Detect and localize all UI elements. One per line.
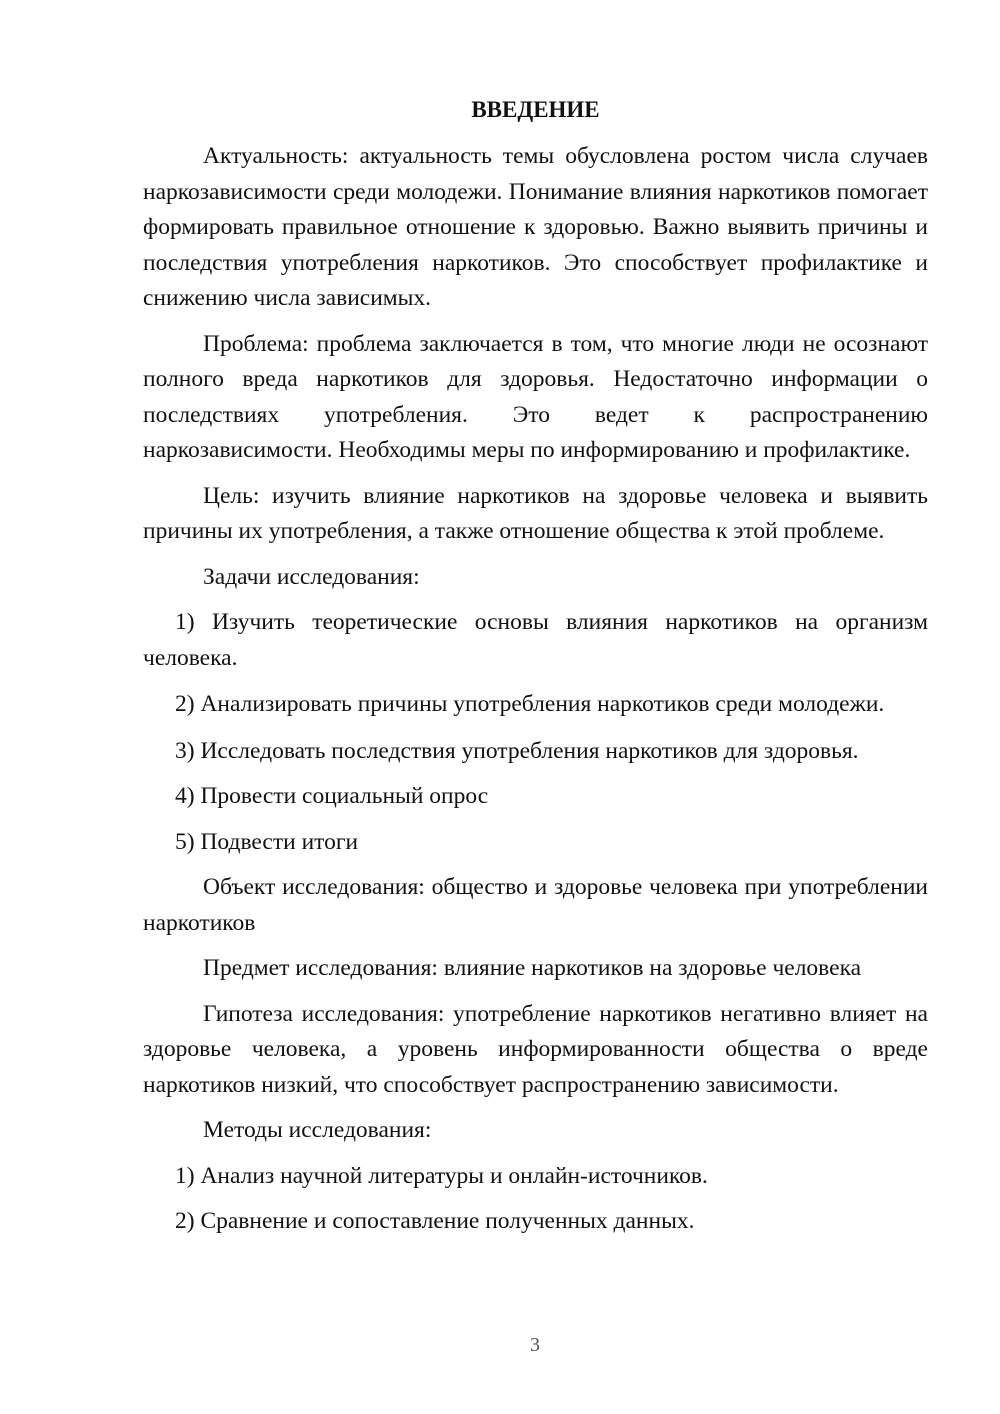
document-body: [143, 92, 928, 1250]
goal-paragraph: Цель: изучить влияние наркотиков на здоровье человека и выявить причины их употребления, а также отношение общества к этой проблеме.: [143, 482, 928, 544]
methods-heading: Методы исследования:: [203, 1117, 432, 1143]
section-title: ВВЕДЕНИЕ: [471, 97, 600, 122]
task-item-1: 1) Изучить теоретические основы влияния наркотиков на организм человека.: [143, 609, 928, 671]
relevance-paragraph: Актуальность: актуальность темы обусловлена ростом числа случаев наркозависимости среди молодежи. Понимание влияния наркотиков помогает формировать правильное отношение к здоровью. Важно выявить причины и последствия употребления наркотиков. Это способствует профилактике и снижению числа зависимых.: [143, 143, 928, 311]
problem-paragraph: Проблема: проблема заключается в том, что многие люди не осознают полного вреда наркотиков для здоровья. Недостаточно информации о последствиях употребления. Это ведет к распространению наркозависимости. Необходимы меры по информированию и профилактике.: [143, 330, 928, 463]
method-item-2: 2) Сравнение и сопоставление полученных данных.: [175, 1208, 695, 1234]
task-item-3: 3) Исследовать последствия употребления наркотиков для здоровья.: [175, 737, 859, 764]
tasks-heading: Задачи исследования:: [203, 563, 420, 590]
subject-paragraph: Предмет исследования: влияние наркотиков на здоровье человека: [203, 955, 862, 981]
hypothesis-paragraph: Гипотеза исследования: употребление наркотиков негативно влияет на здоровье человека, а уровень информированности общества о вреде наркотиков низкий, что способствует распространению зависимости.: [143, 1000, 928, 1098]
object-paragraph: Объект исследования: общество и здоровье человека при употреблении наркотиков: [143, 874, 928, 936]
task-item-4: 4) Провести социальный опрос: [175, 783, 489, 809]
task-item-5: 5) Подвести итоги: [175, 828, 359, 855]
method-item-1: 1) Анализ научной литературы и онлайн-источников.: [175, 1162, 708, 1189]
task-item-2: 2) Анализировать причины употребления наркотиков среди молодежи.: [175, 691, 885, 717]
page-number: 3: [530, 1334, 540, 1356]
